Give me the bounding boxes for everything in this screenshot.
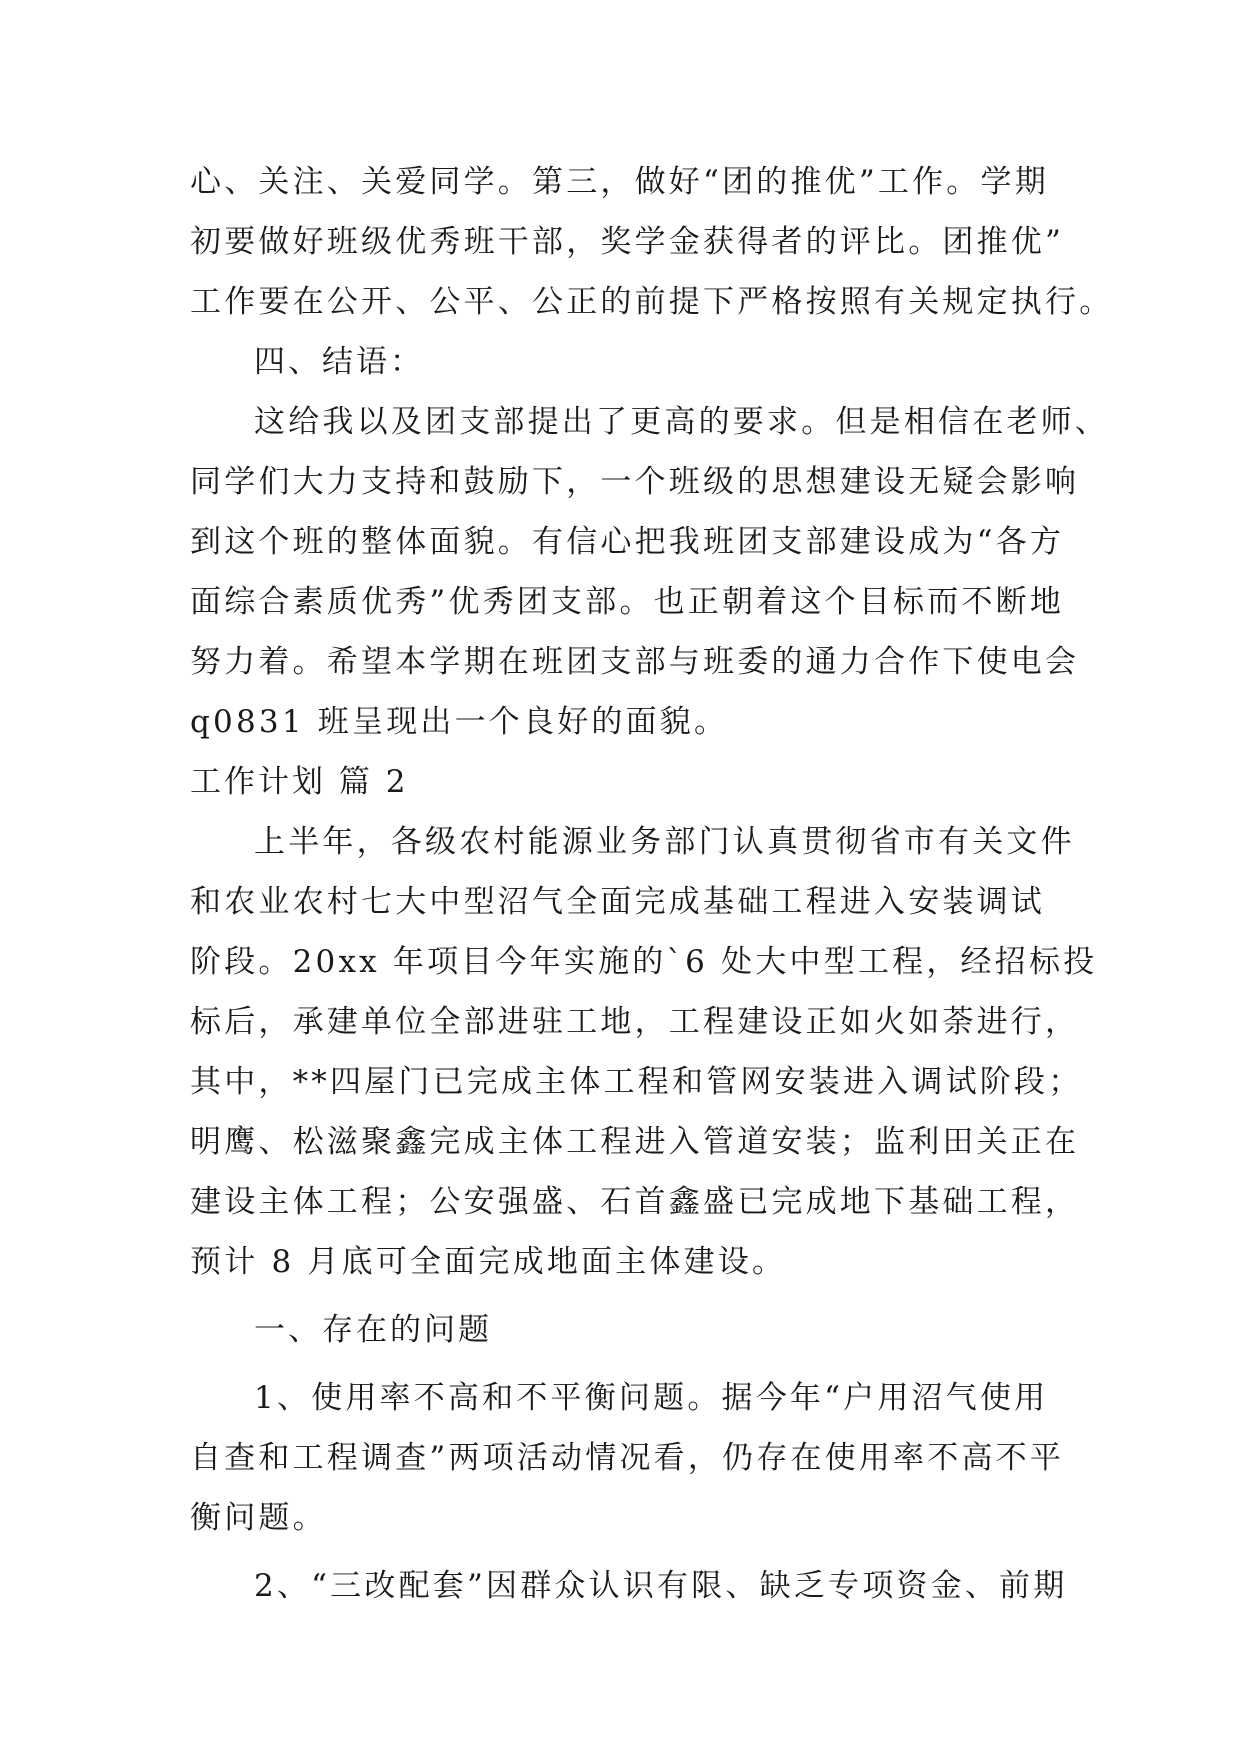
text-line: 标后，承建单位全部进驻工地，工程建设正如火如荼进行，	[190, 1004, 1080, 1040]
text-line: 面综合素质优秀”优秀团支部。也正朝着这个目标而不断地	[190, 584, 1065, 620]
section-heading: 四、结语：	[254, 344, 424, 380]
text-line: 心、关注、关爱同学。第三，做好“团的推优”工作。学期	[190, 164, 1049, 200]
text-line: 其中，**四屋门已完成主体工程和管网安装进入调试阶段；	[190, 1064, 1083, 1100]
plan-title: 工作计划 篇 2	[190, 764, 409, 800]
paragraph-start-line: 2、“三改配套”因群众认识有限、缺乏专项资金、前期	[254, 1568, 1068, 1604]
text-line: 预计 8 月底可全面完成地面主体建设。	[190, 1244, 787, 1280]
text-line: 建设主体工程；公安强盛、石首鑫盛已完成地下基础工程，	[190, 1184, 1080, 1220]
text-line: 同学们大力支持和鼓励下，一个班级的思想建设无疑会影响	[190, 464, 1080, 500]
text-line: 衡问题。	[190, 1500, 327, 1536]
paragraph-start-line: 1、使用率不高和不平衡问题。据今年“户用沼气使用	[254, 1380, 1049, 1416]
text-line: 明鹰、松滋聚鑫完成主体工程进入管道安装；监利田关正在	[190, 1124, 1080, 1160]
text-line: 到这个班的整体面貌。有信心把我班团支部建设成为“各方	[190, 524, 1065, 560]
text-line: 自查和工程调查”两项活动情况看，仍存在使用率不高不平	[190, 1440, 1065, 1476]
text-line: 工作要在公开、公平、公正的前提下严格按照有关规定执行。	[190, 284, 1114, 320]
text-line: 和农业农村七大中型沼气全面完成基础工程进入安装调试	[190, 884, 1045, 920]
paragraph-start-line: 上半年，各级农村能源业务部门认真贯彻省市有关文件	[254, 824, 1075, 860]
text-line: q0831 班呈现出一个良好的面貌。	[190, 704, 729, 740]
section-heading: 一、存在的问题	[254, 1312, 492, 1348]
text-line: 初要做好班级优秀班干部，奖学金获得者的评比。团推优”	[190, 224, 1065, 260]
paragraph-start-line: 这给我以及团支部提出了更高的要求。但是相信在老师、	[254, 404, 1109, 440]
text-line: 阶段。20xx 年项目今年实施的`6 处大中型工程，经招标投	[190, 944, 1098, 980]
text-line: 努力着。希望本学期在班团支部与班委的通力合作下使电会	[190, 644, 1080, 680]
